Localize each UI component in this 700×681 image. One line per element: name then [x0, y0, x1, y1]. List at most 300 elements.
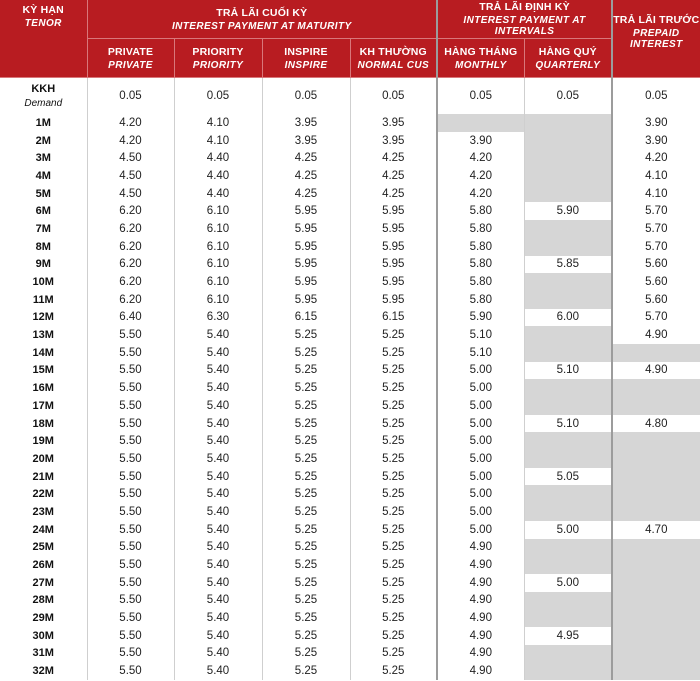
rate-cell: 6.20: [87, 273, 174, 291]
column-header-vi: PRIVATE: [107, 45, 154, 58]
tenor-label: 29M: [32, 612, 54, 625]
rate-cell: 5.25: [262, 503, 350, 521]
tenor-label: 1M: [35, 116, 51, 129]
rate-cell: 4.90: [437, 609, 524, 627]
table-row: [0, 592, 700, 610]
rate-cell: 5.25: [262, 432, 350, 450]
rate-cell: 5.95: [350, 220, 437, 238]
rate-cell: 6.15: [262, 309, 350, 327]
rate-cell: 5.00: [437, 503, 524, 521]
tenor-label: 5M: [35, 187, 51, 200]
rate-cell: 5.00: [437, 432, 524, 450]
rate-cell: 6.20: [87, 202, 174, 220]
tenor-cell: [0, 450, 87, 468]
column-header-normal-cus: [350, 39, 437, 78]
empty-rate-cell: [524, 220, 612, 238]
tenor-header-en: TENOR: [24, 18, 62, 29]
rate-cell: 4.90: [437, 662, 524, 680]
rate-cell: 4.90: [437, 592, 524, 610]
rate-cell: 5.25: [350, 609, 437, 627]
rate-cell: 5.10: [524, 415, 612, 433]
tenor-cell: [0, 379, 87, 397]
rate-cell: 5.40: [174, 521, 262, 539]
rate-cell: 4.50: [87, 149, 174, 167]
table-row: [0, 309, 700, 327]
tenor-label: 20M: [32, 452, 54, 465]
rate-cell: 5.50: [87, 344, 174, 362]
table-row: [0, 379, 700, 397]
table-row: [0, 662, 700, 680]
empty-rate-cell: [524, 450, 612, 468]
rate-cell: 4.90: [612, 326, 700, 344]
table-row: [0, 238, 700, 256]
tenor-header-vi: KỲ HẠN: [22, 4, 64, 16]
empty-rate-cell: [524, 592, 612, 610]
tenor-cell: [0, 273, 87, 291]
rate-cell: 4.90: [437, 645, 524, 663]
tenor-label: 14M: [32, 346, 54, 359]
rate-cell: 5.70: [612, 309, 700, 327]
empty-rate-cell: [612, 539, 700, 557]
rate-cell: 3.95: [262, 132, 350, 150]
tenor-cell: [0, 485, 87, 503]
rate-cell: 5.25: [350, 397, 437, 415]
rate-cell: 5.60: [612, 291, 700, 309]
empty-rate-cell: [612, 627, 700, 645]
rate-cell: 5.95: [350, 291, 437, 309]
rate-cell: 4.25: [262, 149, 350, 167]
rate-cell: 5.25: [350, 645, 437, 663]
empty-rate-cell: [612, 485, 700, 503]
tenor-cell: [0, 291, 87, 309]
table-row: [0, 521, 700, 539]
rate-cell: 5.00: [437, 415, 524, 433]
tenor-label: 28M: [32, 594, 54, 607]
rate-cell: 5.25: [262, 450, 350, 468]
rate-cell: 5.60: [612, 273, 700, 291]
rate-cell: 5.25: [350, 627, 437, 645]
table-row: [0, 503, 700, 521]
table-body: [0, 78, 700, 681]
tenor-cell: [0, 149, 87, 167]
empty-rate-cell: [524, 291, 612, 309]
rate-cell: 5.40: [174, 344, 262, 362]
rate-cell: 4.80: [612, 415, 700, 433]
empty-rate-cell: [524, 344, 612, 362]
rate-cell: 5.50: [87, 362, 174, 380]
rate-cell: 4.90: [437, 556, 524, 574]
rate-cell: 5.00: [437, 450, 524, 468]
rate-cell: 5.95: [350, 256, 437, 274]
rate-cell: 4.25: [350, 185, 437, 203]
tenor-label: 19M: [32, 435, 54, 448]
rate-cell: 5.40: [174, 379, 262, 397]
tenor-cell: [0, 415, 87, 433]
empty-rate-cell: [524, 132, 612, 150]
rate-cell: 5.50: [87, 415, 174, 433]
table-row: [0, 468, 700, 486]
tenor-label: 30M: [32, 629, 54, 642]
rate-cell: 4.70: [612, 521, 700, 539]
rate-cell: 4.20: [87, 132, 174, 150]
rate-cell: 5.00: [437, 362, 524, 380]
tenor-label: 8M: [35, 240, 51, 253]
intervals-header-en: INTEREST PAYMENT AT INTERVALS: [463, 15, 586, 37]
table-row: [0, 291, 700, 309]
empty-rate-cell: [612, 556, 700, 574]
rate-cell: 4.20: [437, 149, 524, 167]
empty-rate-cell: [524, 185, 612, 203]
rate-cell: 0.05: [437, 78, 524, 115]
column-header-en: PRIVATE: [108, 59, 153, 71]
tenor-cell: [0, 185, 87, 203]
rate-cell: 5.85: [524, 256, 612, 274]
tenor-cell: [0, 574, 87, 592]
rate-cell: 5.25: [350, 415, 437, 433]
rate-cell: 5.25: [262, 379, 350, 397]
empty-rate-cell: [612, 468, 700, 486]
prepaid-header-vi: TRẢ LÃI TRƯỚC: [613, 14, 700, 26]
rate-cell: 6.40: [87, 309, 174, 327]
tenor-label: 27M: [32, 576, 54, 589]
table-row: [0, 627, 700, 645]
tenor-cell: [0, 362, 87, 380]
tenor-label-en: Demand: [24, 98, 63, 109]
rate-cell: 6.10: [174, 220, 262, 238]
tenor-cell: [0, 114, 87, 132]
rate-cell: 0.05: [87, 78, 174, 115]
tenor-cell: [0, 432, 87, 450]
tenor-label: 26M: [32, 559, 54, 572]
column-header-en: MONTHLY: [455, 59, 507, 71]
rate-cell: 4.50: [87, 185, 174, 203]
tenor-label: 9M: [35, 258, 51, 271]
table-row: [0, 185, 700, 203]
rate-cell: 5.80: [437, 220, 524, 238]
rate-cell: 5.10: [524, 362, 612, 380]
column-header-en: NORMAL CUS: [357, 59, 430, 71]
tenor-label: 24M: [32, 523, 54, 536]
prepaid-header: [612, 0, 700, 78]
rate-cell: 5.80: [437, 256, 524, 274]
rate-cell: 0.05: [524, 78, 612, 115]
empty-rate-cell: [612, 432, 700, 450]
empty-rate-cell: [612, 503, 700, 521]
rate-cell: 5.25: [350, 539, 437, 557]
rate-cell: 6.20: [87, 291, 174, 309]
tenor-cell: [0, 132, 87, 150]
tenor-label: 23M: [32, 505, 54, 518]
rate-cell: 5.95: [262, 273, 350, 291]
rate-cell: 5.95: [350, 202, 437, 220]
rate-cell: 5.50: [87, 609, 174, 627]
rate-cell: 5.40: [174, 645, 262, 663]
rate-cell: 5.25: [350, 468, 437, 486]
empty-rate-cell: [524, 326, 612, 344]
rate-cell: 3.90: [612, 114, 700, 132]
rate-cell: 5.40: [174, 485, 262, 503]
table-row: [0, 485, 700, 503]
table-row: [0, 574, 700, 592]
rate-cell: 5.90: [524, 202, 612, 220]
column-header-private: [87, 39, 174, 78]
table-row: [0, 326, 700, 344]
tenor-label: 12M: [32, 311, 54, 324]
rate-cell: 5.90: [437, 309, 524, 327]
empty-rate-cell: [612, 662, 700, 680]
rate-cell: 5.80: [437, 202, 524, 220]
rate-cell: 5.95: [262, 220, 350, 238]
rate-cell: 5.40: [174, 450, 262, 468]
rate-cell: 5.25: [262, 468, 350, 486]
column-header-vi: HÀNG QUÝ: [538, 45, 597, 58]
rate-cell: 3.95: [262, 114, 350, 132]
rate-cell: 5.95: [350, 238, 437, 256]
rate-cell: 4.40: [174, 149, 262, 167]
column-header-quarterly: [524, 39, 612, 78]
tenor-label: 15M: [32, 364, 54, 377]
rate-cell: 5.70: [612, 238, 700, 256]
rate-cell: 5.00: [524, 574, 612, 592]
maturity-group-header: [87, 0, 437, 39]
rate-cell: 5.80: [437, 238, 524, 256]
empty-rate-cell: [437, 114, 524, 132]
rate-cell: 3.95: [350, 114, 437, 132]
rate-cell: 5.40: [174, 627, 262, 645]
rate-cell: 4.90: [437, 627, 524, 645]
column-header-inspire: [262, 39, 350, 78]
empty-rate-cell: [524, 167, 612, 185]
rate-cell: 0.05: [612, 78, 700, 115]
empty-rate-cell: [524, 273, 612, 291]
intervals-group-header: [437, 0, 612, 39]
rate-cell: 6.20: [87, 220, 174, 238]
rate-cell: 3.95: [350, 132, 437, 150]
table-row: [0, 362, 700, 380]
empty-rate-cell: [524, 397, 612, 415]
rate-cell: 5.50: [87, 468, 174, 486]
rate-cell: 4.25: [350, 167, 437, 185]
rate-cell: 5.25: [262, 521, 350, 539]
rate-cell: 6.30: [174, 309, 262, 327]
prepaid-header-en: PREPAID INTEREST: [629, 28, 683, 50]
tenor-label: 18M: [32, 417, 54, 430]
rate-cell: 5.25: [350, 592, 437, 610]
rate-cell: 6.10: [174, 273, 262, 291]
rate-cell: 6.00: [524, 309, 612, 327]
table-row: [0, 256, 700, 274]
table-row: [0, 202, 700, 220]
rate-cell: 5.70: [612, 202, 700, 220]
rate-cell: 6.10: [174, 291, 262, 309]
tenor-cell: [0, 468, 87, 486]
rate-cell: 5.40: [174, 362, 262, 380]
rate-cell: 5.40: [174, 415, 262, 433]
tenor-cell: [0, 592, 87, 610]
column-header-en: INSPIRE: [284, 59, 328, 71]
empty-rate-cell: [612, 609, 700, 627]
tenor-cell: [0, 556, 87, 574]
tenor-cell: [0, 256, 87, 274]
empty-rate-cell: [524, 432, 612, 450]
empty-rate-cell: [524, 114, 612, 132]
empty-rate-cell: [524, 238, 612, 256]
rate-cell: 5.00: [437, 379, 524, 397]
rate-cell: 4.90: [437, 574, 524, 592]
rate-cell: 5.40: [174, 397, 262, 415]
empty-rate-cell: [524, 609, 612, 627]
rate-cell: 5.25: [262, 662, 350, 680]
rate-cell: 5.00: [437, 521, 524, 539]
tenor-cell: [0, 309, 87, 327]
rate-cell: 4.20: [437, 167, 524, 185]
rate-cell: 5.25: [262, 556, 350, 574]
rate-cell: 5.40: [174, 539, 262, 557]
tenor-label: 21M: [32, 470, 54, 483]
rate-cell: 5.50: [87, 503, 174, 521]
empty-rate-cell: [612, 344, 700, 362]
rate-cell: 5.25: [350, 432, 437, 450]
rate-cell: 4.20: [612, 149, 700, 167]
rate-cell: 4.10: [612, 185, 700, 203]
empty-rate-cell: [612, 574, 700, 592]
rate-cell: 5.10: [437, 326, 524, 344]
table-row: [0, 432, 700, 450]
tenor-cell: [0, 521, 87, 539]
rate-cell: 4.20: [87, 114, 174, 132]
table-row: [0, 539, 700, 557]
tenor-cell: [0, 539, 87, 557]
tenor-label: 3M: [35, 152, 51, 165]
rate-cell: 5.50: [87, 450, 174, 468]
tenor-label: 11M: [32, 293, 54, 306]
rate-cell: 5.40: [174, 662, 262, 680]
tenor-cell: [0, 167, 87, 185]
rate-cell: 6.15: [350, 309, 437, 327]
rate-cell: 4.25: [262, 185, 350, 203]
table-row: [0, 397, 700, 415]
empty-rate-cell: [524, 539, 612, 557]
empty-rate-cell: [612, 450, 700, 468]
rate-cell: 4.40: [174, 185, 262, 203]
table-row: [0, 78, 700, 115]
tenor-cell: [0, 326, 87, 344]
rate-cell: 5.00: [437, 468, 524, 486]
rate-cell: 5.70: [612, 220, 700, 238]
tenor-label: 2M: [35, 134, 51, 147]
table-row: [0, 114, 700, 132]
rate-cell: 5.25: [350, 326, 437, 344]
table-row: [0, 556, 700, 574]
tenor-label: 13M: [32, 329, 54, 342]
rate-cell: 4.25: [350, 149, 437, 167]
rate-cell: 0.05: [350, 78, 437, 115]
tenor-label: 6M: [35, 205, 51, 218]
rate-cell: 5.95: [262, 238, 350, 256]
column-header-priority: [174, 39, 262, 78]
rate-cell: 5.25: [350, 485, 437, 503]
column-header-monthly: [437, 39, 524, 78]
rate-cell: 3.90: [612, 132, 700, 150]
intervals-header-vi: TRẢ LÃI ĐỊNH KỲ: [479, 1, 570, 13]
column-header-vi: KH THƯỜNG: [359, 45, 427, 58]
rate-cell: 6.10: [174, 238, 262, 256]
rate-cell: 5.80: [437, 291, 524, 309]
empty-rate-cell: [612, 645, 700, 663]
rate-cell: 5.25: [262, 645, 350, 663]
maturity-header-en: INTEREST PAYMENT AT MATURITY: [172, 20, 352, 32]
rate-cell: 5.25: [350, 450, 437, 468]
rate-cell: 5.25: [262, 627, 350, 645]
rate-cell: 5.00: [437, 485, 524, 503]
tenor-cell: [0, 220, 87, 238]
empty-rate-cell: [524, 503, 612, 521]
rate-cell: 5.00: [437, 397, 524, 415]
rate-cell: 5.50: [87, 592, 174, 610]
rate-cell: 5.25: [350, 344, 437, 362]
rate-cell: 5.25: [350, 556, 437, 574]
empty-rate-cell: [524, 662, 612, 680]
empty-rate-cell: [612, 592, 700, 610]
tenor-cell: [0, 344, 87, 362]
rate-cell: 5.25: [350, 379, 437, 397]
rate-cell: 5.40: [174, 592, 262, 610]
column-header-vi: INSPIRE: [284, 45, 328, 58]
rate-cell: 4.95: [524, 627, 612, 645]
rate-cell: 5.40: [174, 609, 262, 627]
empty-rate-cell: [524, 149, 612, 167]
tenor-label: 16M: [32, 382, 54, 395]
rate-cell: 5.25: [262, 609, 350, 627]
rate-cell: 4.90: [437, 539, 524, 557]
rate-cell: 4.10: [174, 114, 262, 132]
rate-cell: 5.95: [350, 273, 437, 291]
rate-cell: 5.40: [174, 503, 262, 521]
rate-cell: 5.40: [174, 574, 262, 592]
rate-cell: 5.50: [87, 485, 174, 503]
tenor-cell: [0, 238, 87, 256]
empty-rate-cell: [524, 556, 612, 574]
rate-cell: 3.90: [437, 132, 524, 150]
rate-cell: 5.25: [262, 415, 350, 433]
rate-cell: 5.25: [350, 362, 437, 380]
tenor-cell: [0, 609, 87, 627]
tenor-cell: [0, 503, 87, 521]
table-row: [0, 609, 700, 627]
tenor-label: 32M: [32, 665, 54, 678]
rate-cell: 5.50: [87, 645, 174, 663]
tenor-label: 17M: [32, 399, 54, 412]
rate-cell: 4.10: [174, 132, 262, 150]
rate-cell: 5.40: [174, 432, 262, 450]
tenor-cell: [0, 627, 87, 645]
column-header-vi: HÀNG THÁNG: [444, 45, 518, 58]
column-header-en: QUARTERLY: [535, 59, 601, 71]
table-row: [0, 415, 700, 433]
tenor-label: 7M: [35, 222, 51, 235]
maturity-header-vi: TRẢ LÃI CUỐI KỲ: [216, 6, 308, 19]
rate-cell: 5.50: [87, 379, 174, 397]
tenor-label: 31M: [32, 647, 54, 660]
rate-cell: 5.25: [262, 485, 350, 503]
table-row: [0, 273, 700, 291]
rate-cell: 4.90: [612, 362, 700, 380]
rate-cell: 6.20: [87, 238, 174, 256]
rate-cell: 5.95: [262, 202, 350, 220]
table-header: [0, 0, 700, 78]
rate-cell: 5.10: [437, 344, 524, 362]
rate-cell: 6.20: [87, 256, 174, 274]
